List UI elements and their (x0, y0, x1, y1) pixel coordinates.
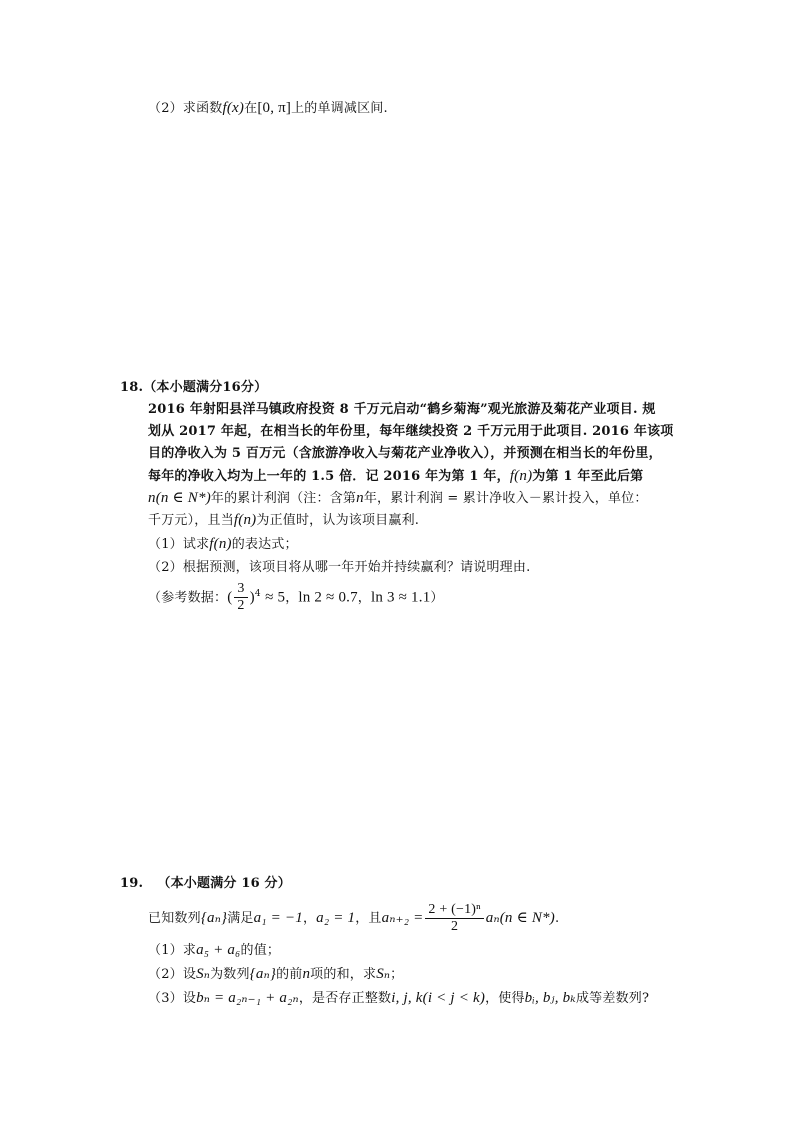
q19-number: 19. (120, 876, 144, 891)
q18-line6b: 为正值时，认为该项目赢利. (256, 513, 420, 528)
q18-ref-approx1: ≈ 5 (265, 589, 286, 606)
q18-part1 (148, 534, 298, 555)
q19-rec-frac (425, 902, 483, 935)
q19-heading (120, 874, 291, 894)
q19-part3-mid: ，是否存正整数 (298, 991, 392, 1006)
q19-part3-b: bᵢ, bⱼ, bₖ (524, 990, 576, 1006)
q19-part3-suffix: 成等差数列? (575, 991, 650, 1006)
q18-ref-ln3: ln 3 ≈ 1.1 (371, 589, 431, 606)
q18-ref-suffix: ） (430, 590, 444, 606)
q18-line5 (148, 488, 648, 509)
q18-ref-frac-num: 3 (234, 581, 247, 598)
q19-part2-Sn: Sₙ (196, 966, 211, 982)
q19-rec-rhs: aₙ(n ∈ N*) (485, 910, 555, 926)
q18-line4 (148, 466, 643, 487)
q19-part2-prefix: （2）设 (148, 967, 197, 982)
q17-part2 (148, 98, 388, 119)
q18-line6 (148, 510, 419, 531)
q18-line5-n: n(n ∈ N*) (148, 490, 211, 506)
q18-part1-func: f(n) (209, 536, 232, 552)
q19-line1b: 满足 (227, 911, 254, 926)
q19-part3-prefix: （3）设 (148, 991, 197, 1006)
q18-line3: 目的净收入为 5 百万元（含旅游净收入与菊花产业净收入），并预测在相当长的年份里， (148, 446, 662, 461)
q18-ref-ln2: ln 2 ≈ 0.7 (298, 589, 358, 606)
q18-line6a: 千万元），且当 (148, 513, 234, 528)
q17-part2-prefix: （2）求函数 (148, 101, 223, 116)
q18-part2: （2）根据预测，该项目将从哪一年开始并持续赢利？请说明理由. (148, 560, 531, 575)
q19-part2 (148, 964, 403, 985)
q17-part2-suffix: 上的单调减区间. (291, 101, 388, 116)
q19-part3 (148, 988, 649, 1009)
q19-part2-n: n (302, 966, 311, 982)
q18-header: （本小题满分16分） (143, 380, 268, 395)
q19-part2-mid2: 的前 (276, 967, 303, 982)
q18-number: 18. (120, 380, 144, 395)
q18-ref-prefix: （参考数据： (148, 590, 228, 606)
q18-line5b: 年，累计利润 = 累计净收入－累计投入，单位： (363, 491, 648, 506)
q18-part1-prefix: （1）试求 (148, 537, 210, 552)
q18-line2: 划从 2017 年起，在相当长的年份里，每年继续投资 2 千万元用于此项目. 2016 年该项 (148, 424, 674, 439)
q19-part2-mid: 为数列 (210, 967, 250, 982)
q19-part3-ijk: i, j, k(i < j < k) (391, 990, 486, 1006)
q19-line1c: 且 (368, 911, 382, 926)
q18-line5-n2: n (356, 490, 364, 506)
q18-line4a: 每年的净收入均为上一年的 1.5 倍．记 2016 年为第 1 年， (148, 469, 510, 484)
q18-line6-func: f(n) (233, 512, 257, 528)
q19-part3-bn: bₙ = a₂ₙ₋₁ + a₂ₙ (196, 990, 299, 1006)
q18-ref-frac-den: 2 (237, 598, 245, 614)
q19-part2-suffix: ； (390, 967, 404, 982)
q18-line4b: 为第 1 年至此后第 (532, 469, 644, 484)
q19-part2-mid3: 项的和，求 (310, 967, 377, 982)
q17-part2-func: f(x) (222, 100, 245, 116)
q17-part2-interval: [0, π] (257, 100, 292, 116)
q19-given: 已知数列{aₙ}满足a₁ = −1，a₂ = 1，且aₙ₊₂ = $\frac{\text{2 + (−1)ⁿ}}{2}$ aₙ(n ∈ N*). (148, 902, 560, 934)
q19-part1 (148, 940, 280, 961)
q18-heading (120, 378, 267, 398)
q18-line1: 2016 年射阳县洋马镇政府投资 8 千万元启动“鹤乡菊海”观光旅游及菊花产业项目. 规 (148, 402, 656, 417)
q19-part2-seq: {aₙ} (249, 966, 277, 982)
q18-line4-func: f(n) (509, 468, 533, 484)
q19-line1a: 已知数列 (148, 911, 201, 926)
q19-seq-a: {aₙ} (200, 910, 228, 926)
q19-part3-mid2: ，使得 (485, 991, 525, 1006)
q19-part1-prefix: （1）求 (148, 943, 197, 958)
q18-part1-suffix: 的表达式； (231, 537, 298, 552)
q19-a2: a₂ = 1 (316, 910, 356, 926)
q19-rec-den: 2 (450, 919, 459, 934)
q19-part2-Sn2: Sₙ (376, 966, 391, 982)
q18-ref-frac (234, 581, 247, 614)
q19-a1: a₁ = −1 (253, 910, 303, 926)
q18-reference: （参考数据：( $\frac{3}{2}$ )$^4$ ≈ 5，ln 2 ≈ 0.7，ln 3 ≈ 1.1） (148, 581, 444, 614)
q19-rec-lhs: aₙ₊₂ = (381, 910, 424, 926)
q19-header: （本小题满分 16 分） (157, 876, 291, 891)
q18-ref-pow: 4 (254, 589, 261, 599)
q18-line5a: 年的累计利润（注：含第 (210, 491, 357, 506)
q19-part1-suffix: 的值； (240, 943, 281, 958)
q19-part1-expr: a₅ + a₆ (196, 942, 241, 958)
q19-rec-num: 2 + (−1)ⁿ (425, 902, 483, 919)
q17-part2-mid: 在 (244, 101, 258, 116)
